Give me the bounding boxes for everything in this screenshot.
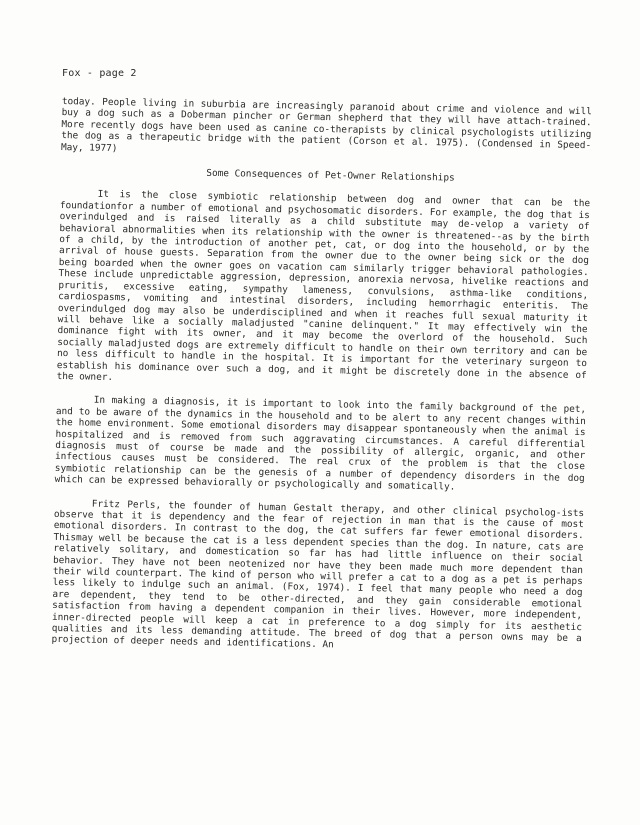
paragraph-symbiotic-relationship: It is the close symbiotic relationship between dog and owner that can be the foundationfor a number of emotional and psychosomatic disorders. For example, the dog that is overindulged and is raised literally as a child substitute may de-velop a variety of behavioral abnormalities when its relationship with the owner is threatened--as by the birth of a child, by the introduction of another pet, cat, or dog into the household, or by the arrival of house guests. Separation from the owner due to the owner being sick or the dog being boarded when the owner goes on vacation cam similarly trigger behavioral pathologies. These include unpredictable aggression, depression, anorexia nervosa, hivelike reactions and pruritis, excessive eating, sympathy lameness, convulsions, asthma-like conditions, cardiospasms, vomiting and intestinal disorders, including hemorrhagic enteritis. The overindulged dog may also be underdisciplined and when it reaches full sexual maturity it will behave like a socially maladjusted "canine delinquent." It may effectively win the dominance fight with its owner, and it may become the overlord of the household. Such socially maladjusted dogs are extremely difficult to handle on their own territory and can be no less difficult to handle in the hospital. It is important for the veterinary surgeon to establish his dominance over such a dog, and it might be discretely done in the absence of the owner. bbox=[56, 189, 591, 383]
section-heading: Some Consequences of Pet-Owner Relationships bbox=[206, 167, 455, 184]
page-header: Fox - page 2 bbox=[62, 68, 137, 79]
paragraph-diagnosis: In making a diagnosis, it is important to look into the family background of the pet, and to be aware of the dynamics in the household and to be alert to any recent changes within the home environment. Some emotional disorders may disappear spontaneously when the animal is hospitalized and is removed from such aggravating circumstances. A careful differential diagnosis must of course be made and the possibility of allergic, organic, and other infectious causes must be considered. The real crux of the problem is that the close symbiotic relationship can be the genesis of a number of dependency disorders in the dog which can be expressed behaviorally or psychologically and somatically. bbox=[54, 395, 587, 493]
intro-paragraph: today. People living in suburbia are increasingly paranoid about crime and violence and will buy a dog such as a Doberman pincher or German shepherd that they will have attach-trained. More recently dogs have been used as canine co-therapists by clinical psychologists utilizing the dog as a therapeutic bridge with the patient (Corson et al. 1975). (Condensed in Speed-May, 1977) bbox=[60, 96, 592, 154]
document-body bbox=[51, 96, 592, 668]
paragraph-dependency: Fritz Perls, the founder of human Gestalt therapy, and other clinical psycholog-ists observe that it is dependency and the fear of rejection in man that is the cause of most emotional disorders. In contrast to the dog, the cat suffers far fewer emotional disorders. Thismay well be because the cat is a less dependent species than the dog. In nature, cats are relatively solitary, and domestication so far has had little influence on their social behavior. They have not been neotenized nor have they been made much more dependent than their wild counterpart. The kind of person who will prefer a cat to a dog as a pet is perhaps less likely to indulge such an animal. (Fox, 1974). I feel that many people who need a dog are dependent, they tend to be other-directed, and they gain considerable emotional satisfaction from having a dependent companion in their lives. However, more independent, inner-directed people will keep a cat in preference to a dog simply for its aesthetic qualities and its less demanding attitude. The breed of dog that a person owns may be a projection of deeper needs and identifications. An bbox=[51, 498, 585, 651]
